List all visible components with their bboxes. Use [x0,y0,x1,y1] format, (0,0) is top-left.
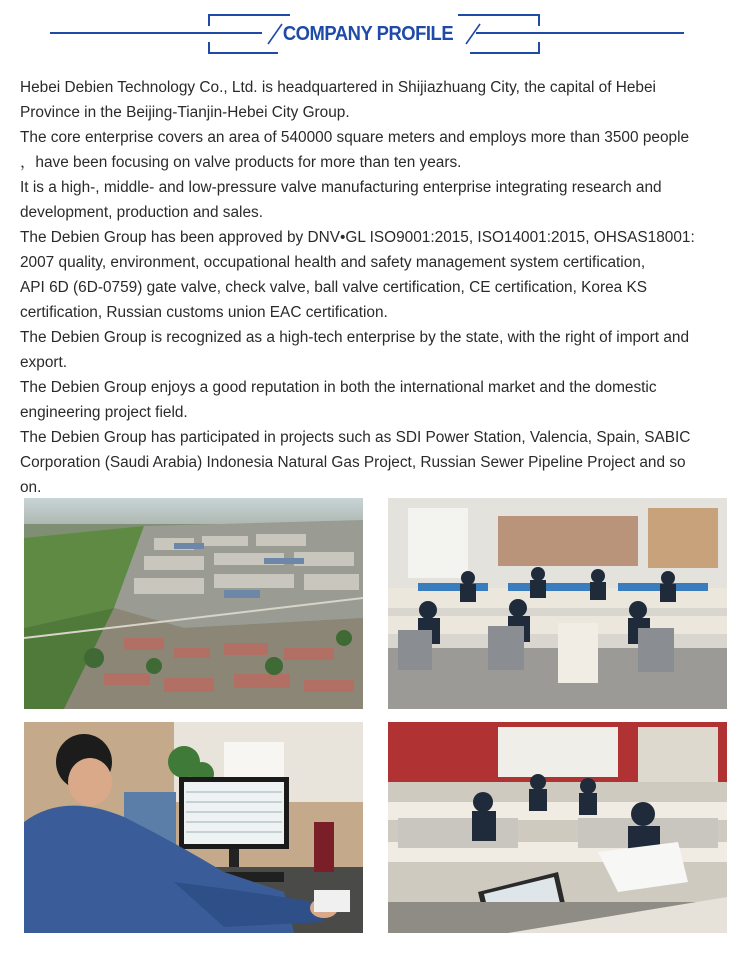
paragraph-line: on. [20,479,42,496]
worker-at-computer-photo [24,722,363,933]
section-header [0,0,750,70]
aerial-factory-photo [24,498,363,709]
paragraph-line: certification, Russian customs union EAC certification. [20,304,388,321]
paragraph-line: export. [20,354,68,371]
paragraph-line: The Debien Group has been approved by DNV•GL ISO9001:2015, ISO14001:2015, OHSAS18001: [20,229,695,246]
paragraph-line: ，have been focusing on valve products for more than ten years. [20,154,462,171]
paragraph-line: Province in the Beijing-Tianjin-Hebei City Group. [20,104,350,121]
page-title: COMPANY PROFILE [282,23,454,45]
paragraph-line: 2007 quality, environment, occupational health and safety management system certification, [20,254,646,271]
paragraph-line: The core enterprise covers an area of 540000 square meters and employs more than 3500 people [20,129,690,146]
paragraph-line: The Debien Group enjoys a good reputation in both the international market and the domestic [20,379,657,396]
paragraph-line: development, production and sales. [20,204,263,221]
paragraph-line: It is a high-, middle- and low-pressure valve manufacturing enterprise integrating research and [20,179,662,196]
paragraph-line: The Debien Group has participated in projects such as SDI Power Station, Valencia, Spain, SABIC [20,429,691,446]
paragraph-line: Corporation (Saudi Arabia) Indonesia Natural Gas Project, Russian Sewer Pipeline Project and so [20,454,686,471]
company-description [20,75,732,500]
paragraph-line: API 6D (6D-0759) gate valve, check valve, ball valve certification, CE certification, Korea KS [20,279,648,296]
paragraph-line: engineering project field. [20,404,188,421]
staff-office-photo [388,722,727,933]
paragraph-line: The Debien Group is recognized as a high-tech enterprise by the state, with the right of import and [20,329,690,346]
office-workstations-photo [388,498,727,709]
paragraph-line: Hebei Debien Technology Co., Ltd. is headquartered in Shijiazhuang City, the capital of Hebei [20,79,656,96]
